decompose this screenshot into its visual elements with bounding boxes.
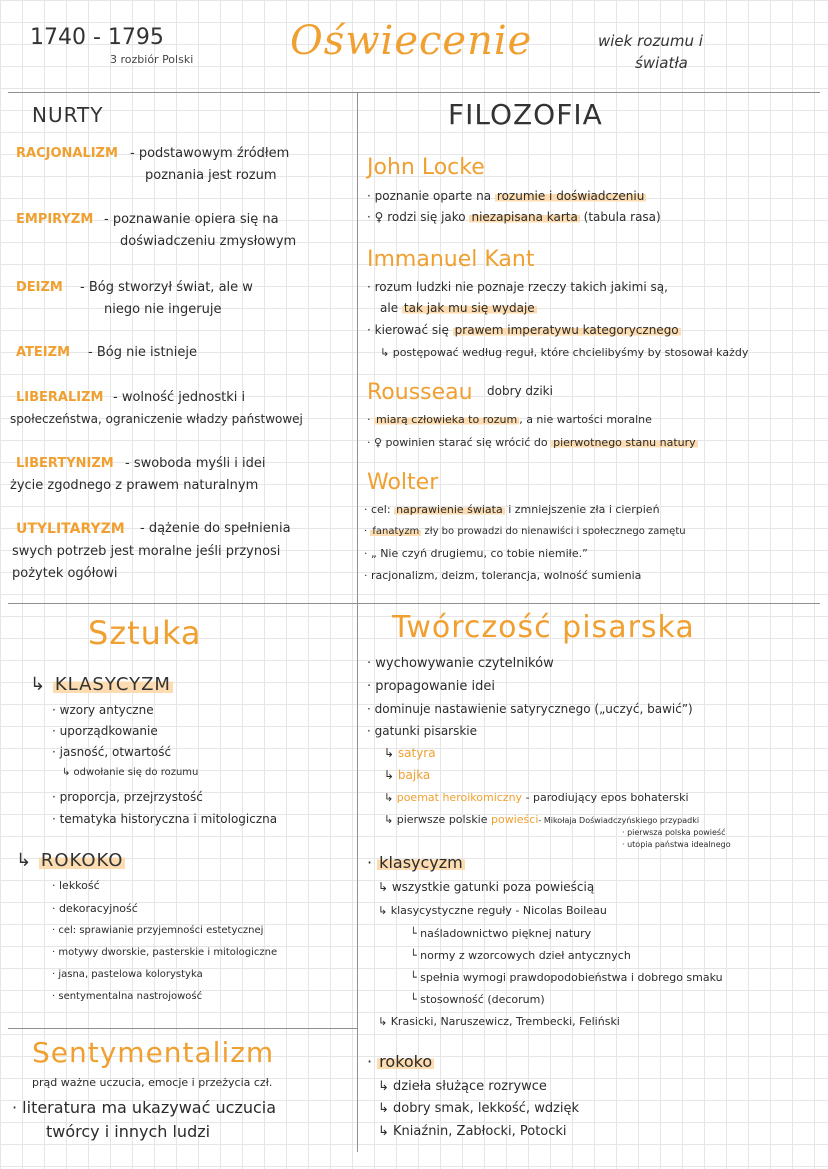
genre-item bbox=[384, 768, 430, 782]
nurt-desc: pożytek ogółowi bbox=[12, 566, 118, 581]
arrow-icon: ↳ bbox=[384, 746, 395, 760]
list-subitem: └ stosowność (decorum) bbox=[410, 993, 545, 1006]
genre-name: poemat heroikomiczny bbox=[396, 791, 523, 804]
text: (tabula rasa) bbox=[579, 210, 661, 224]
nurt-desc: - swoboda myśli i idei bbox=[125, 456, 266, 471]
nurt-desc: - Bóg nie istnieje bbox=[88, 345, 198, 360]
kant-bullet-3: ↳ postępować według reguł, które chcielibyśmy by stosował każdy bbox=[380, 346, 749, 359]
list-item: · jasność, otwartość bbox=[52, 745, 172, 759]
divider-middle bbox=[8, 603, 820, 604]
wolter-bullet-1 bbox=[364, 503, 660, 516]
genre-note: · pierwsza polska powieść bbox=[622, 828, 726, 837]
list-subitem: └ spełnia wymogi prawdopodobieństwa i dobrego smaku bbox=[410, 971, 723, 984]
highlight: naprawienie świata bbox=[396, 503, 503, 516]
list-item: ↳ Krasicki, Naruszewicz, Trembecki, Feliński bbox=[378, 1015, 620, 1028]
nurt-desc: - Bóg stworzył świat, ale w bbox=[80, 280, 253, 295]
nurt-desc: - poznawanie opiera się na bbox=[104, 212, 279, 227]
text: i zmniejszenie zła i cierpień bbox=[504, 503, 660, 516]
highlight: niezapisana karta bbox=[471, 210, 578, 224]
text: · cel: bbox=[364, 503, 395, 516]
genre-desc: pierwsze polskie bbox=[396, 813, 492, 826]
style-name: klasycyzm bbox=[379, 853, 463, 872]
list-item: · cel: sprawianie przyjemności estetycznej bbox=[52, 925, 264, 936]
highlight: fanatyzm bbox=[372, 526, 420, 537]
genre-item bbox=[384, 791, 689, 804]
genre-name: powieści bbox=[491, 813, 539, 826]
genre-name: bajka bbox=[397, 768, 431, 782]
header-dates-note: 3 rozbiór Polski bbox=[110, 53, 194, 66]
text: ale bbox=[380, 301, 402, 315]
page-title: Oświecenie bbox=[290, 18, 533, 64]
text: · kierować się bbox=[367, 323, 453, 337]
list-item: · dekoracyjność bbox=[52, 902, 138, 915]
text: · ♀ powinien starać się wrócić do bbox=[367, 436, 552, 449]
genre-item bbox=[384, 746, 436, 760]
wolter-bullet-4: · racjonalizm, deizm, tolerancja, wolność sumienia bbox=[364, 569, 642, 582]
tworczosc-bullet: · gatunki pisarskie bbox=[367, 724, 478, 738]
nurt-desc: swych potrzeb jest moralne jeśli przynosi bbox=[12, 544, 281, 559]
arrow-icon: ↳ bbox=[384, 813, 394, 826]
tworczosc-bullet: · wychowywanie czytelników bbox=[367, 656, 554, 671]
style-name: ROKOKO bbox=[40, 850, 124, 871]
nurt-name: LIBERALIZM bbox=[16, 390, 104, 405]
style-heading bbox=[30, 674, 173, 695]
nurt-name: UTYLITARYZM bbox=[16, 521, 125, 537]
kant-bullet-2 bbox=[367, 323, 681, 337]
header-subtitle-1: wiek rozumu i bbox=[598, 32, 703, 50]
tworczosc-heading: Twórczość pisarska bbox=[392, 610, 695, 645]
list-item: · tematyka historyczna i mitologiczna bbox=[52, 812, 278, 826]
nurt-desc: - wolność jednostki i bbox=[113, 390, 246, 405]
style-heading bbox=[16, 850, 125, 871]
divider-vertical bbox=[357, 92, 358, 1152]
text: zły bo prowadzi do nienawiści i społecznego zamętu bbox=[421, 526, 686, 537]
list-item: ↳ wszystkie gatunki poza powieścią bbox=[378, 880, 595, 894]
arrow-icon: ↳ bbox=[16, 850, 33, 871]
text: · ♀ rodzi się jako bbox=[367, 210, 470, 224]
sentymentalizm-heading: Sentymentalizm bbox=[32, 1036, 275, 1069]
list-item: · motywy dworskie, pasterskie i mitologiczne bbox=[52, 947, 278, 958]
nurt-name: RACJONALIZM bbox=[16, 146, 118, 161]
nurt-desc: społeczeństwa, ograniczenie władzy państwowej bbox=[10, 412, 303, 426]
wolter-bullet-2 bbox=[364, 526, 686, 537]
list-item: · sentymentalna nastrojowość bbox=[52, 991, 203, 1002]
sentymentalizm-desc: twórcy i innych ludzi bbox=[46, 1122, 211, 1141]
list-item: · lekkość bbox=[52, 879, 100, 892]
nurt-name: LIBERTYNIZM bbox=[16, 456, 114, 471]
nurt-desc: - podstawowym źródłem bbox=[130, 146, 290, 161]
nurt-desc: - dążenie do spełnienia bbox=[140, 521, 291, 536]
philosopher-name: Wolter bbox=[367, 470, 439, 495]
highlight: prawem imperatywu kategorycznego bbox=[454, 323, 679, 337]
text: · bbox=[367, 1052, 378, 1071]
arrow-icon: ↳ bbox=[384, 768, 395, 782]
header-subtitle-2: światła bbox=[635, 54, 688, 72]
style-name: KLASYCYZM bbox=[54, 674, 171, 695]
divider-top bbox=[8, 92, 820, 93]
tworczosc-bullet: · dominuje nastawienie satyrycznego („uczyć, bawić”) bbox=[367, 702, 693, 716]
list-item: · wzory antyczne bbox=[52, 703, 154, 717]
nurt-desc: poznania jest rozum bbox=[145, 168, 277, 183]
list-item: ↳ Kniaźnin, Zabłocki, Potocki bbox=[378, 1124, 567, 1139]
highlight: pierwotnego stanu natury bbox=[553, 436, 696, 449]
genre-item bbox=[384, 813, 699, 826]
header-dates: 1740 - 1795 bbox=[30, 25, 164, 50]
kant-bullet-1b bbox=[380, 301, 537, 315]
highlight: tak jak mu się wydaje bbox=[403, 301, 535, 315]
genre-name: satyra bbox=[397, 746, 436, 760]
nurt-desc: niego nie ingeruje bbox=[104, 302, 222, 317]
genre-desc: - Mikołaja Doświadczyńskiego przypadki bbox=[538, 816, 700, 825]
text: · bbox=[364, 526, 371, 537]
style-name: rokoko bbox=[379, 1052, 433, 1071]
text: · bbox=[367, 853, 378, 872]
genre-note: · utopia państwa idealnego bbox=[622, 840, 731, 849]
list-item: ↳ dzieła służące rozrywce bbox=[378, 1079, 547, 1094]
highlight: miarą człowieka to rozum bbox=[376, 413, 518, 426]
rousseau-note: dobry dziki bbox=[487, 384, 553, 398]
philosopher-name: Rousseau bbox=[367, 380, 473, 405]
list-item: · jasna, pastelowa kolorystyka bbox=[52, 969, 203, 980]
text: , a nie wartości moralne bbox=[519, 413, 652, 426]
style-heading bbox=[367, 1052, 434, 1071]
nurt-name: DEIZM bbox=[16, 280, 63, 295]
sztuka-heading: Sztuka bbox=[88, 614, 202, 652]
text: · poznanie oparte na bbox=[367, 189, 495, 203]
sentymentalizm-desc: prąd ważne uczucia, emocje i przeżycia czł. bbox=[32, 1076, 273, 1089]
wolter-bullet-3: · „ Nie czyń drugiemu, co tobie niemiłe.” bbox=[364, 547, 588, 560]
nurt-desc: życie zgodnego z prawem naturalnym bbox=[10, 478, 259, 493]
philosopher-name: John Locke bbox=[367, 155, 485, 180]
genre-desc: - parodiujący epos bohaterski bbox=[525, 791, 689, 804]
filozofia-heading: FILOZOFIA bbox=[448, 98, 603, 131]
nurt-name: EMPIRYZM bbox=[16, 212, 94, 227]
arrow-icon: ↳ bbox=[30, 674, 47, 695]
style-heading bbox=[367, 853, 465, 872]
locke-bullet-1 bbox=[367, 189, 646, 203]
list-item: ↳ klasycystyczne reguły - Nicolas Boileau bbox=[378, 904, 607, 917]
nurt-name: ATEIZM bbox=[16, 345, 70, 360]
list-item: · uporządkowanie bbox=[52, 724, 158, 738]
list-subitem: ↳ odwołanie się do rozumu bbox=[62, 767, 199, 778]
rousseau-bullet-1 bbox=[367, 413, 652, 426]
nurty-heading: NURTY bbox=[32, 103, 104, 127]
kant-bullet-1: · rozum ludzki nie poznaje rzeczy takich jakimi są, bbox=[367, 280, 668, 294]
list-item: ↳ dobry smak, lekkość, wdzięk bbox=[378, 1101, 580, 1116]
locke-bullet-2 bbox=[367, 210, 661, 224]
nurt-desc: doświadczeniu zmysłowym bbox=[120, 234, 297, 249]
tworczosc-bullet: · propagowanie idei bbox=[367, 679, 496, 694]
list-subitem: └ naśladownictwo pięknej natury bbox=[410, 927, 592, 940]
philosopher-name: Immanuel Kant bbox=[367, 247, 535, 272]
sentymentalizm-desc: · literatura ma ukazywać uczucia bbox=[12, 1098, 277, 1117]
list-item: · proporcja, przejrzystość bbox=[52, 790, 203, 804]
rousseau-bullet-2 bbox=[367, 436, 698, 449]
text: · bbox=[367, 413, 374, 426]
divider-left-bottom bbox=[8, 1028, 357, 1029]
arrow-icon: ↳ bbox=[384, 791, 394, 804]
list-subitem: └ normy z wzorcowych dzieł antycznych bbox=[410, 949, 631, 962]
highlight: rozumie i doświadczeniu bbox=[496, 189, 645, 203]
